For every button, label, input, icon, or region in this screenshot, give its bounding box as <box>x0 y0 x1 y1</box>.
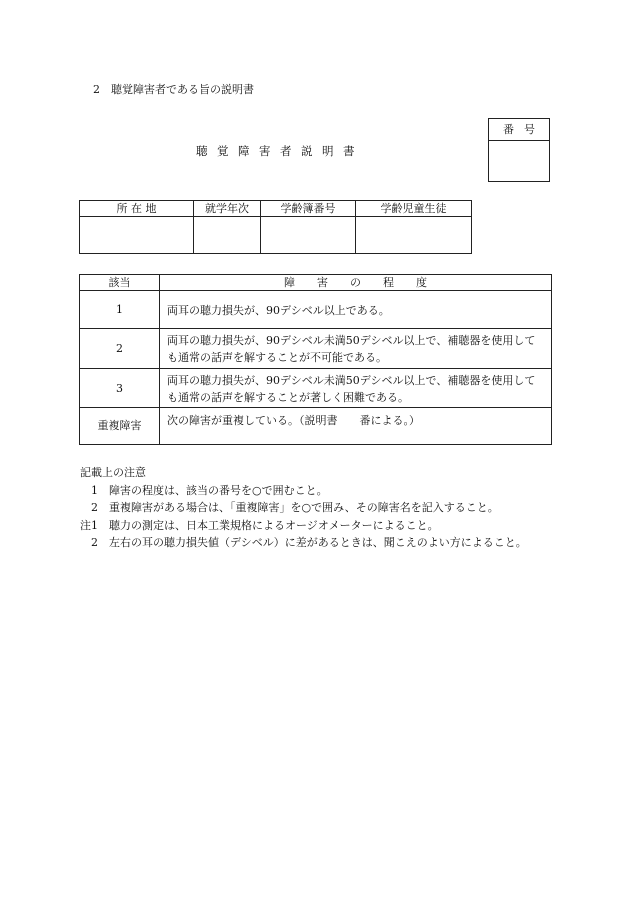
note-item: 1 障害の程度は、該当の番号を○で囲むこと。 <box>80 483 328 497</box>
notes-section <box>80 464 527 552</box>
table-row[interactable] <box>80 291 552 329</box>
table-row[interactable] <box>80 329 552 369</box>
register-number-field[interactable] <box>261 217 356 254</box>
student-field[interactable] <box>356 217 472 254</box>
document-title: 聴覚障害者説明書 <box>196 144 364 158</box>
header-location: 所 在 地 <box>80 201 194 217</box>
location-field[interactable] <box>80 217 194 254</box>
notes-title: 記載上の注意 <box>80 466 146 479</box>
header-student: 学齢児童生徒 <box>356 201 472 217</box>
info-table <box>79 200 472 254</box>
section-heading: 2 聴覚障害者である旨の説明書 <box>93 83 254 96</box>
number-box <box>488 118 550 182</box>
row-description: 両耳の聴力損失が、90デシベル未満50デシベル以上で、補聴器を使用しても通常の話声を解することが不可能である。 <box>160 329 552 369</box>
header-register-number: 学齢簿番号 <box>261 201 356 217</box>
row-description: 次の障害が重複している。（説明書 番による。） <box>160 408 552 445</box>
number-box-label: 番号 <box>489 119 549 141</box>
number-box-field[interactable] <box>489 141 549 181</box>
note-item: 注1 聴力の測定は、日本工業規格によるオージオメーターによること。 <box>80 518 439 532</box>
table-row[interactable] <box>80 408 552 445</box>
header-applicable: 該当 <box>80 275 160 291</box>
row-description: 両耳の聴力損失が、90デシベル以上である。 <box>160 291 552 329</box>
note-item: 2 左右の耳の聴力損失値（デシベル）に差があるときは、聞こえのよい方によること。 <box>80 536 527 550</box>
note-item: 2 重複障害がある場合は、「重複障害」を○で囲み、その障害名を記入すること。 <box>80 501 499 515</box>
disability-degree-table <box>79 274 552 445</box>
table-row[interactable] <box>80 369 552 408</box>
school-year-field[interactable] <box>194 217 261 254</box>
row-number[interactable]: 1 <box>80 291 160 329</box>
header-degree-label: 障害の程度 <box>284 275 449 289</box>
row-number[interactable]: 2 <box>80 329 160 369</box>
row-description: 両耳の聴力損失が、90デシベル未満50デシベル以上で、補聴器を使用しても通常の話声を解することが著しく困難である。 <box>160 369 552 408</box>
header-degree <box>160 275 552 291</box>
header-school-year: 就学年次 <box>194 201 261 217</box>
row-number[interactable]: 重複障害 <box>80 408 160 445</box>
row-number[interactable]: 3 <box>80 369 160 408</box>
